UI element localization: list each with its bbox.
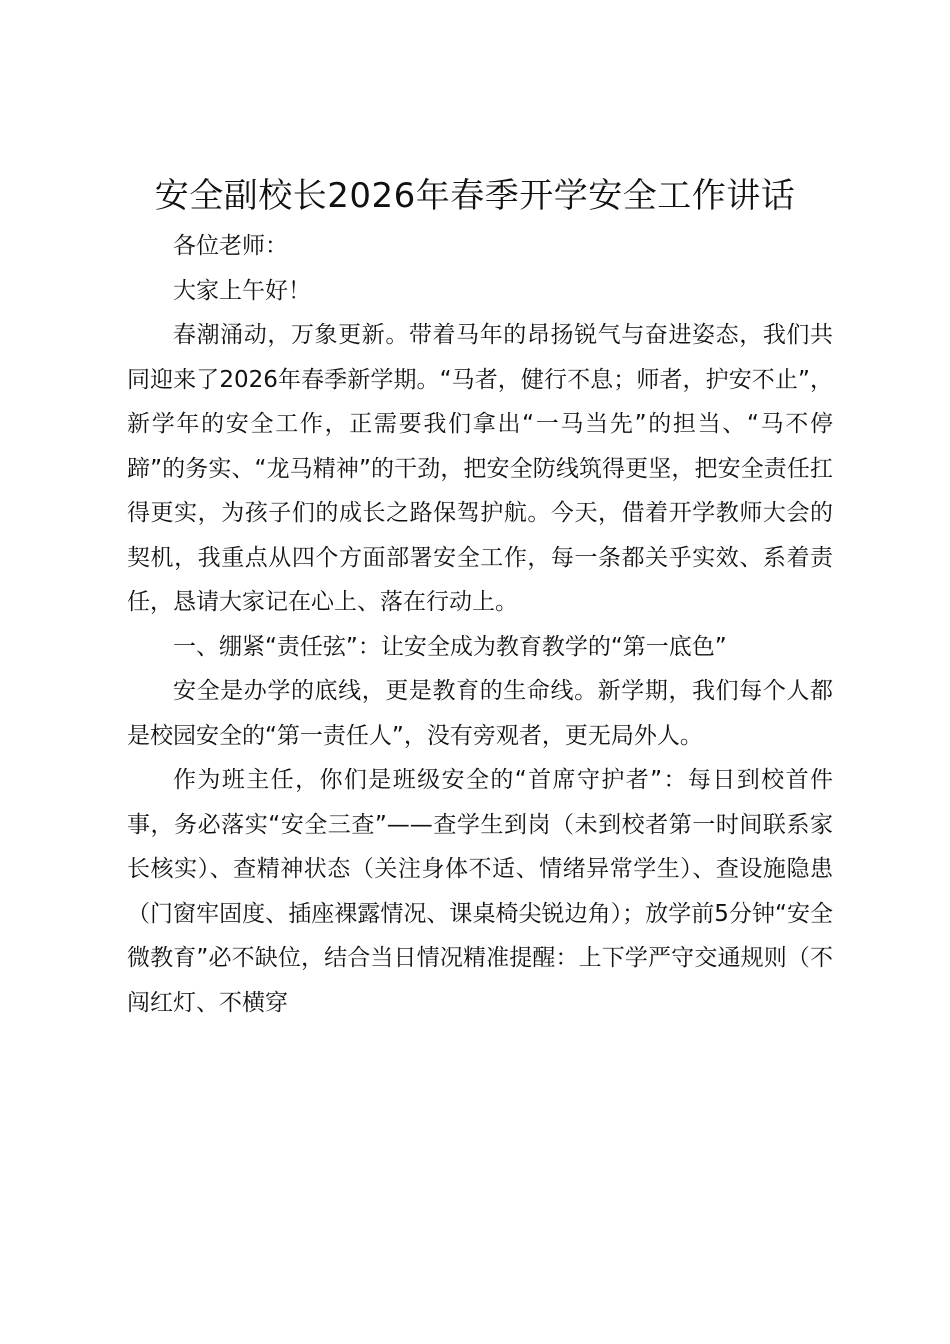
- greeting: 大家上午好！: [173, 277, 311, 304]
- section-1-paragraph-2: 作为班主任，你们是班级安全的“首席守护者”：每日到校首件事，务必落实“安全三查”——查学生到岗（未到校者第一时间联系家长核实）、查精神状态（关注身体不适、情绪异常学生）、查设施隐患（门窗牢固度、插座裸露情况、课桌椅尖锐边角）；放学前5分钟“安全微教育”必不缺位，结合当日情况精准提醒：上下学严守交通规则（不闯红灯、不横穿: [127, 767, 833, 1016]
- section-1-paragraph-1: 安全是办学的底线，更是教育的生命线。新学期，我们每个人都是校园安全的“第一责任人”，没有旁观者，更无局外人。: [127, 678, 833, 749]
- document-title: 安全副校长2026年春季开学安全工作讲话: [154, 176, 796, 216]
- intro-paragraph: 春潮涌动，万象更新。带着马年的昂扬锐气与奋进姿态，我们共同迎来了2026年春季新学期。“马者，健行不息；师者，护安不止”，新学年的安全工作，正需要我们拿出“一马当先”的担当、“马不停蹄”的务实、“龙马精神”的干劲，把安全防线筑得更坚，把安全责任扛得更实，为孩子们的成长之路保驾护航。今天，借着开学教师大会的契机，我重点从四个方面部署安全工作，每一条都关乎实效、系着责任，恳请大家记在心上、落在行动上。: [127, 322, 833, 615]
- document-body: [127, 224, 833, 1025]
- section-1-heading: 一、绷紧“责任弦”：让安全成为教育教学的“第一底色”: [173, 633, 727, 660]
- salutation: 各位老师：: [173, 233, 288, 259]
